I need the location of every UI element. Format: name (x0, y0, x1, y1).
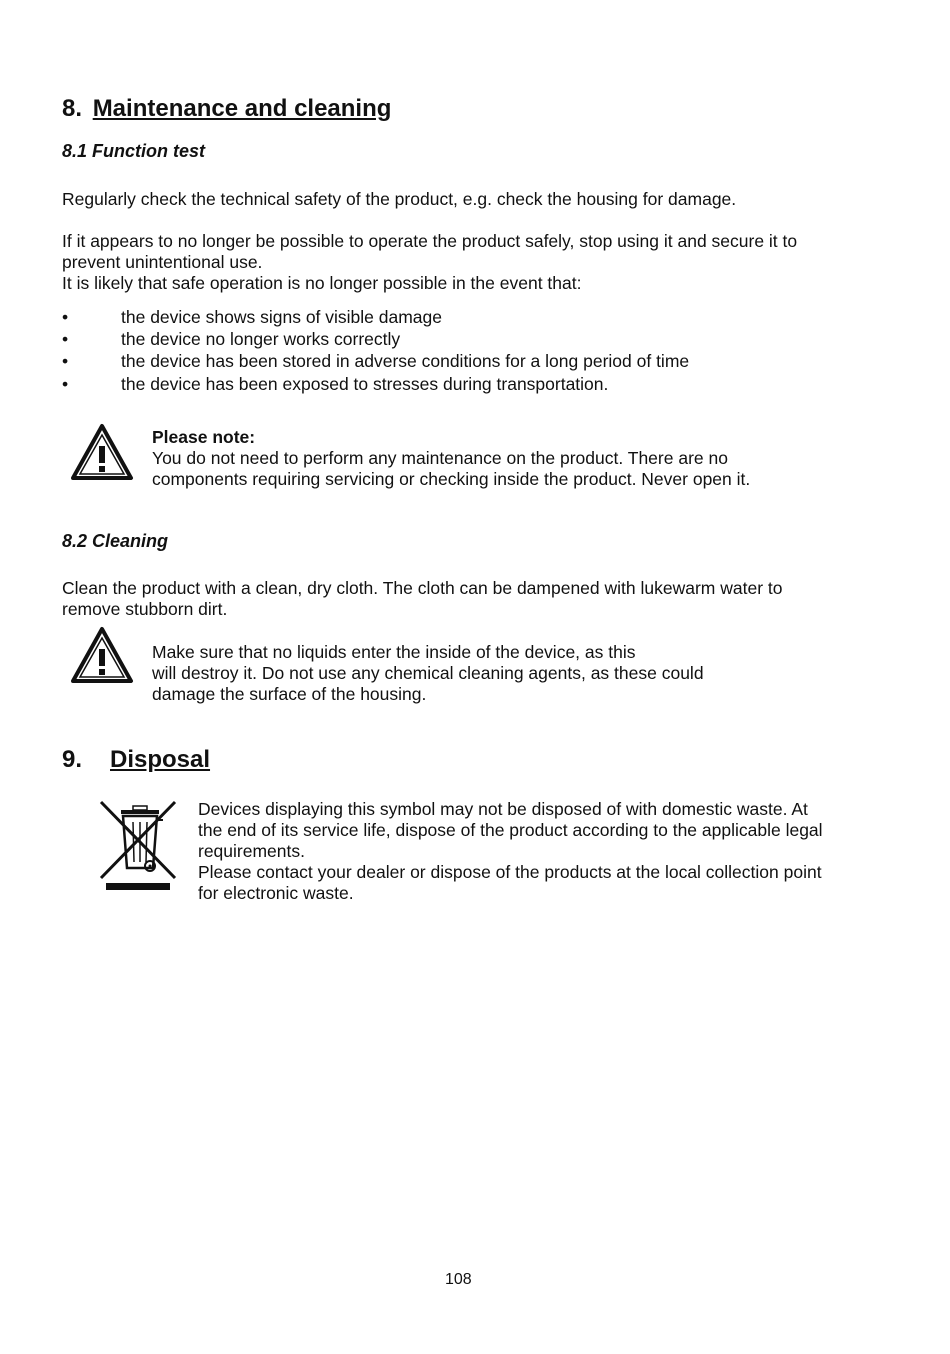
section-8-number: 8. (62, 95, 83, 122)
list-item-text: the device has been stored in adverse conditions for a long period of time (121, 351, 690, 371)
bullet-icon: • (62, 374, 69, 394)
safety-paragraph-line-2: prevent unintentional use. (62, 252, 263, 272)
bullet-icon: • (62, 329, 69, 349)
cleaning-paragraph-line-2: remove stubborn dirt. (62, 599, 228, 619)
list-item-text: the device shows signs of visible damage (121, 307, 443, 327)
section-9-title: Disposal (110, 746, 211, 773)
disposal-line-3: requirements. (198, 841, 305, 861)
section-9-heading (62, 746, 211, 774)
section-8-heading (62, 95, 391, 123)
crossed-bin-icon (97, 798, 181, 892)
safety-paragraph-line-3: It is likely that safe operation is no longer possible in the event that: (62, 273, 582, 293)
conditions-list (62, 306, 862, 398)
list-item-text: the device no longer works correctly (121, 329, 401, 349)
note-line-2: components requiring servicing or checking inside the product. Never open it. (152, 469, 751, 489)
cleaning-warning-line-1: Make sure that no liquids enter the inside of the device, as this (152, 642, 636, 662)
list-item-text: the device has been exposed to stresses during transportation. (121, 374, 609, 394)
cleaning-warning-line-3: damage the surface of the housing. (152, 684, 427, 704)
warning-triangle-icon (70, 626, 134, 684)
cleaning-paragraph-line-1: Clean the product with a clean, dry cloth. The cloth can be dampened with lukewarm water to (62, 578, 783, 598)
warning-triangle-icon (70, 423, 134, 481)
disposal-line-5: for electronic waste. (198, 883, 354, 903)
bullet-icon: • (62, 351, 69, 371)
page-number: 108 (445, 1271, 472, 1288)
note-title: Please note: (152, 427, 256, 447)
bullet-icon: • (62, 307, 69, 327)
subsection-8-2-title: 8.2 Cleaning (62, 531, 169, 551)
safety-paragraph-line-1: If it appears to no longer be possible to operate the product safely, stop using it and secure it to (62, 231, 798, 251)
subsection-8-1-title: 8.1 Function test (62, 141, 206, 161)
section-8-title: Maintenance and cleaning (92, 95, 392, 122)
disposal-line-4: Please contact your dealer or dispose of the products at the local collection point (198, 862, 822, 882)
note-line-1: You do not need to perform any maintenance on the product. There are no (152, 448, 728, 468)
disposal-line-2: the end of its service life, dispose of the product according to the applicable legal (198, 820, 823, 840)
cleaning-warning-line-2: will destroy it. Do not use any chemical cleaning agents, as these could (152, 663, 704, 683)
section-9-number: 9. (62, 746, 83, 773)
disposal-line-1: Devices displaying this symbol may not be disposed of with domestic waste. At (198, 799, 808, 819)
function-test-paragraph: Regularly check the technical safety of the product, e.g. check the housing for damage. (62, 189, 737, 209)
